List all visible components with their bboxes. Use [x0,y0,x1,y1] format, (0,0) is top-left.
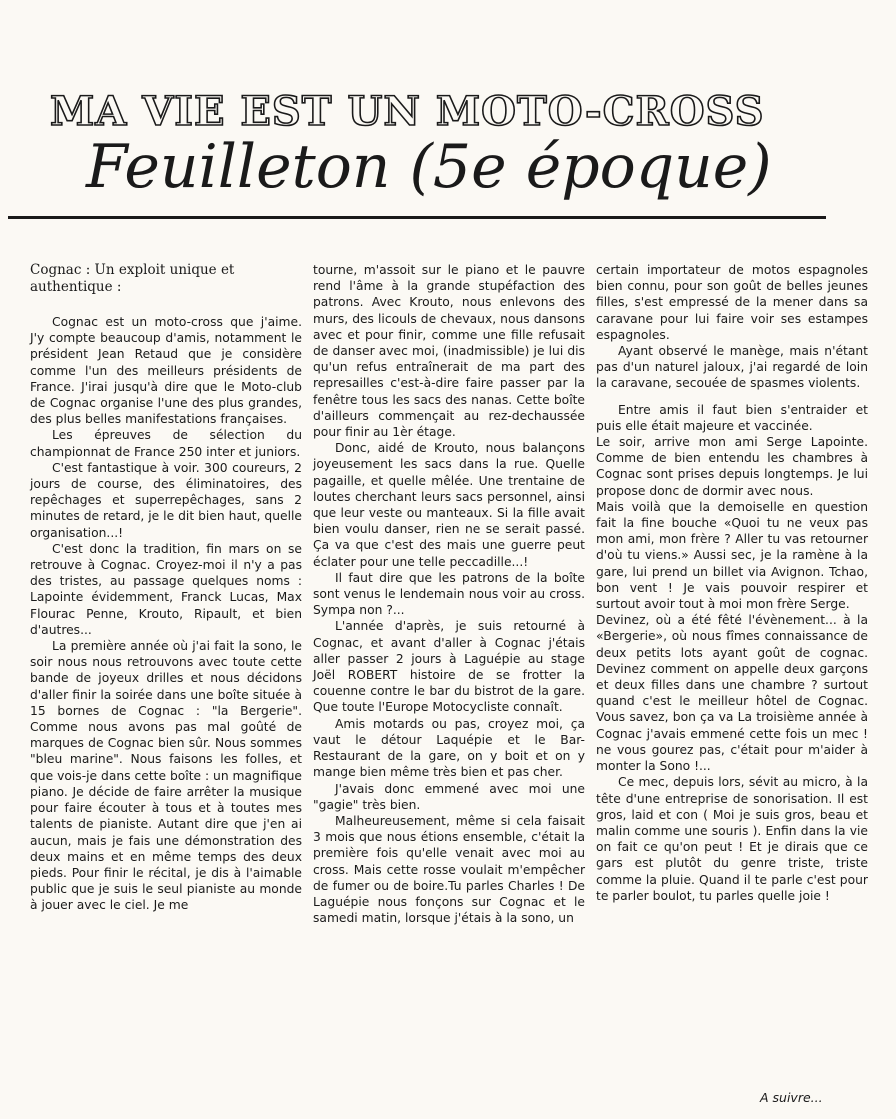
paragraph: Il faut dire que les patrons de la boîte sont venus le lendemain nous voir au cross. Sympa non ?... [313,570,585,618]
paragraph: C'est donc la tradition, fin mars on se retrouve à Cognac. Croyez-moi il n'y a pas des tristes, au passage quelques noms : Lapointe évidemment, Franck Lucas, Max Flourac Penne, Krouto, Ripault, et bien d'autres... [30,541,302,637]
text-column-3 [596,262,868,904]
paragraph: Cognac est un moto-cross que j'aime. J'y compte beaucoup d'amis, notamment le président Jean Retaud que je considère comme l'un des meilleurs présidents de France. J'irai jusqu'à dire que le Moto-club de Cognac organise l'une des plus grandes, des plus belles manifestations françaises. [30,315,302,427]
text-column-1 [30,262,302,914]
paragraph: tourne, m'assoit sur le piano et le pauvre rend l'âme à la grande stupéfaction des patrons. Avec Krouto, nous enlevons des murs, des licouls de chevaux, nous dansons avec et pour finir, comme une fille refusait de danser avec moi, (inadmissible) je lui dis qu'un refus entraînerait de ma part des represailles c'est-à-dire faire passer par la fenêtre tous les sacs des nanas. Cette boîte d'ailleurs commençait au rez-dechaussée pour finir au 1èr étage. [313,263,585,440]
paragraph: Les épreuves de sélection du championnat de France 250 inter et juniors. [30,428,302,459]
paragraph: Entre amis il faut bien s'entraider et puis elle était majeure et vaccinée. [596,402,868,433]
paragraph: La première année où j'ai fait la sono, le soir nous nous retrouvons avec toute cette bande de joyeux drilles et nous décidons d'aller finir la soirée dans une boîte située à 15 bornes de Cognac : "la Bergerie". Comme nous avons pas mal goûté de marques de Cognac bien sûr. Nous sommes "bleu marine". Nous faisons les folles, et que vois-je dans cette boîte : un magnifique piano. Je décide de faire arrêter la musique pour faire écouter à tous et à toutes mes talents de pianiste. Autant dire que j'en ai aucun, mais je fais une démonstration des deux mains et en même temps des deux pieds. Pour finir le récital, je dis à l'aimable public que je suis le seul pianiste au monde à jouer avec le ciel. Je me [30,639,302,913]
paragraph: Mais voilà que la demoiselle en question fait la fine bouche «Quoi tu ne veux pas mon ami, mon frère ? Aller tu vas retourner d'où tu viens.» Aussi sec, je la ramène à la gare, lui prend un billet via Avignon. Tchao, bon vent ! Je vais pouvoir respirer et surtout avoir tout à moi mon frère Serge. [596,499,868,612]
paragraph: certain importateur de motos espagnoles bien connu, pour son goût de belles jeunes filles, s'est empressé de la mener dans sa caravane pour lui faire voir ses estampes espagnoles. [596,263,868,342]
paragraph: Devinez, où a été fêté l'évènement... à la «Bergerie», où nous fîmes connaissance de deux petits lots ayant goût de cognac. Devinez comment on appelle deux garçons et deux filles dans une chambre ? surtout quand c'est le meilleur hôtel de Cognac. Vous savez, bon ça va La troisième année à Cognac j'avais emmené cette fois un mec ! ne vous gourez pas, c'était pour m'aider à monter la Sono !... [596,613,868,774]
paragraph: J'avais donc emmené avec moi une "gagie" très bien. [313,781,585,812]
paragraph: Amis motards ou pas, croyez moi, ça vaut le détour Laquépie et le Bar-Restaurant de la gare, on y boit et on y mange bien même très bien et pas cher. [313,716,585,780]
feuilleton-subtitle: Feuilleton (5e époque) [86,132,772,202]
paragraph: C'est fantastique à voir. 300 coureurs, 2 jours de course, des éliminatoires, des repêchages et superrepêchages, sans 2 minutes de retard, je le dit bien haut, quelle organisation...! [30,460,302,540]
text-column-2 [313,262,585,926]
paragraph: Ce mec, depuis lors, sévit au micro, à la tête d'une entreprise de sonorisation. Il est gros, laid et con ( Moi je suis gros, beau et malin comme une souris ). Enfin dans la vie on fait ce qu'on peut ! Et je dirais que ce gars est plutôt du genre triste, triste comme la pluie. Quand il te parle c'est pour te parler boulot, tu parles quelle joie ! [596,775,868,903]
to-be-continued: A suivre... [760,1090,823,1105]
paragraph: Ayant observé le manège, mais n'étant pas d'un naturel jaloux, j'ai regardé de loin la caravane, secouée de spasmes violents. [596,344,868,391]
lead-heading: Cognac : Un exploit unique et authentique : [30,262,235,295]
paragraph: Le soir, arrive mon ami Serge Lapointe. Comme de bien entendu les chambres à Cognac sont prises depuis longtemps. Je lui propose donc de dormir avec nous. [596,435,868,498]
header-rule [8,216,826,219]
paragraph: Malheureusement, même si cela faisait 3 mois que nous étions ensemble, c'était la première fois qu'elle venait avec moi au cross. Mais cette rosse voulait m'empêcher de fumer ou de boire.Tu parles Charles ! De Laguépie nous fonçons sur Cognac et le samedi matin, lorsque j'étais à la sono, un [313,813,585,926]
headline-title: MA VIE EST UN MOTO-CROSS [50,88,765,135]
paragraph: L'année d'après, je suis retourné à Cognac, et avant d'aller à Cognac j'étais aller passer 2 jours à Laguépie au stage Joël ROBERT histoire de se frotter la couenne contre le bar du bistrot de la gare. Que toute l'Europe Motocycliste connaît. [313,619,585,715]
paragraph: Donc, aidé de Krouto, nous balançons joyeusement les sacs dans la rue. Quelle pagaille, et quelle mêlée. Une trentaine de loutes cherchant leurs sacs personnel, ainsi que leur veste ou manteaux. Si la fille avait bien voulu danser, rien ne se serait passé. Ça va que c'est des mais une guerre peut éclater pour une telle peccadille...! [313,441,585,569]
